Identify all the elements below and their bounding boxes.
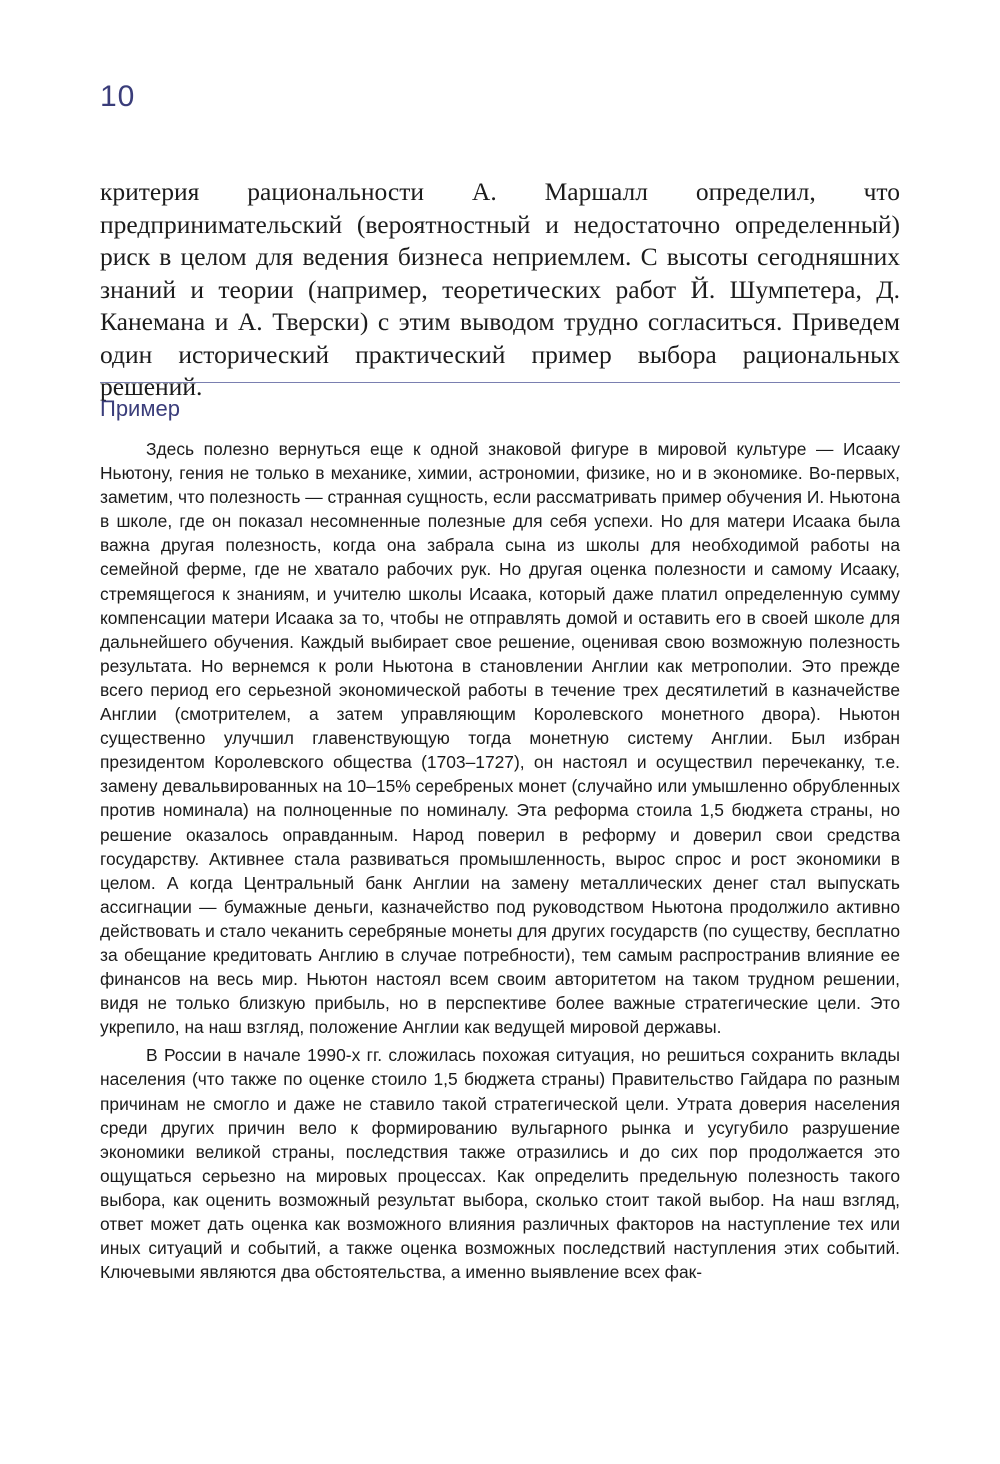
section-divider bbox=[100, 382, 900, 383]
example-paragraph-2: В России в начале 1990-х гг. сложилась похожая ситуация, но решиться сохранить вклады населения (что также по оценке стоило 1,5 бюджета страны) Правительство Гайдара по разным причинам не смогло и даже не ставило такой стратегической цели. Утрата доверия населения среди других причин вело к формированию вульгарного рынка и усугубило разрушение экономики великой страны, последствия также отразились и до сих пор продолжается это ощущаться серьезно на мировых процессах. Как определить предельную полезность такого выбора, как оценить возможный результат выбора, сколько стоит такой выбор. На наш взгляд, ответ может дать оценка как возможного влияния различных факторов на наступление тех или иных ситуаций и событий, а также оценка возможных последствий наступления этих событий. Ключевыми являются два обстоятельства, а именно выявление всех фак- bbox=[100, 1045, 900, 1283]
page-number: 10 bbox=[100, 80, 136, 113]
example-paragraph-1: Здесь полезно вернуться еще к одной знаковой фигуре в мировой культуре — Исааку Ньютону, гения не только в механике, химии, астрономии, физике, но и в экономике. Во-первых, заметим, что полезность — странная сущность, если рассматривать пример обучения И. Ньютона в школе, где он показал несомненные полезные для себя успехи. Но для матери Исаака была важна другая полезность, когда она забрала сына из школы для необходимой работы на семейной ферме, где не хватало рабочих рук. Но другая оценка полезности и самому Исааку, стремящегося к знаниям, и учителю школы Исаака, который даже платил определенную сумму компенсации матери Исаака за то, чтобы не отправлять домой и оставить его в своей школе для дальнейшего обучения. Каждый выбирает свое решение, оценивая свою возможную полезность результата. Но вернемся к роли Ньютона в становлении Англии как метрополии. Это прежде всего период его серьезной экономической работы в течение трех десятилетий в казначействе Англии (смотрителем, а затем управляющим Королевского монетного двора). Ньютон существенно улучшил главенствующую тогда монетную систему Англии. Был избран президентом Королевского общества (1703–1727), он настоял и осуществил перечеканку, т.е. замену девальвированных на 10–15% серебреных монет (случайно или умышленно обрубленных против номинала) на полноценные по номиналу. Эта реформа стоила 1,5 бюджета страны, но решение оказалось оправданным. Народ поверил в реформу и доверил свои средства государству. Активнее стала развиваться промышленность, вырос спрос и рост экономики в целом. А когда Центральный банк Англии на замену металлических денег стал выпускать ассигнации — бумажные деньги, казначейство под руководством Ньютона продолжило активно действовать и стало чеканить серебряные монеты для других государств (по существу, бесплатно за обещание кредитовать Англию в случае потребности), тем самым распространив влияние ее финансов на весь мир. Ньютон настоял всем своим авторитетом на таком трудном решении, видя не только близкую прибыль, но в перспективе более важные стратегические цели. Это укрепило, на наш взгляд, положение Англии как ведущей мировой державы. bbox=[100, 439, 900, 1038]
example-box bbox=[100, 437, 900, 1284]
lead-paragraph: критерия рациональности А. Маршалл определил, что предпринимательский (вероятностный и недостаточно определенный) риск в целом для ведения бизнеса неприемлем. С высоты сегодняшних знаний и теории (например, теоретических работ Й. Шумпетера, Д. Канемана и А. Тверски) с этим выводом трудно согласиться. Приведем один исторический практический пример выбора рациональных решений. bbox=[100, 177, 900, 401]
example-heading: Пример bbox=[100, 396, 180, 421]
